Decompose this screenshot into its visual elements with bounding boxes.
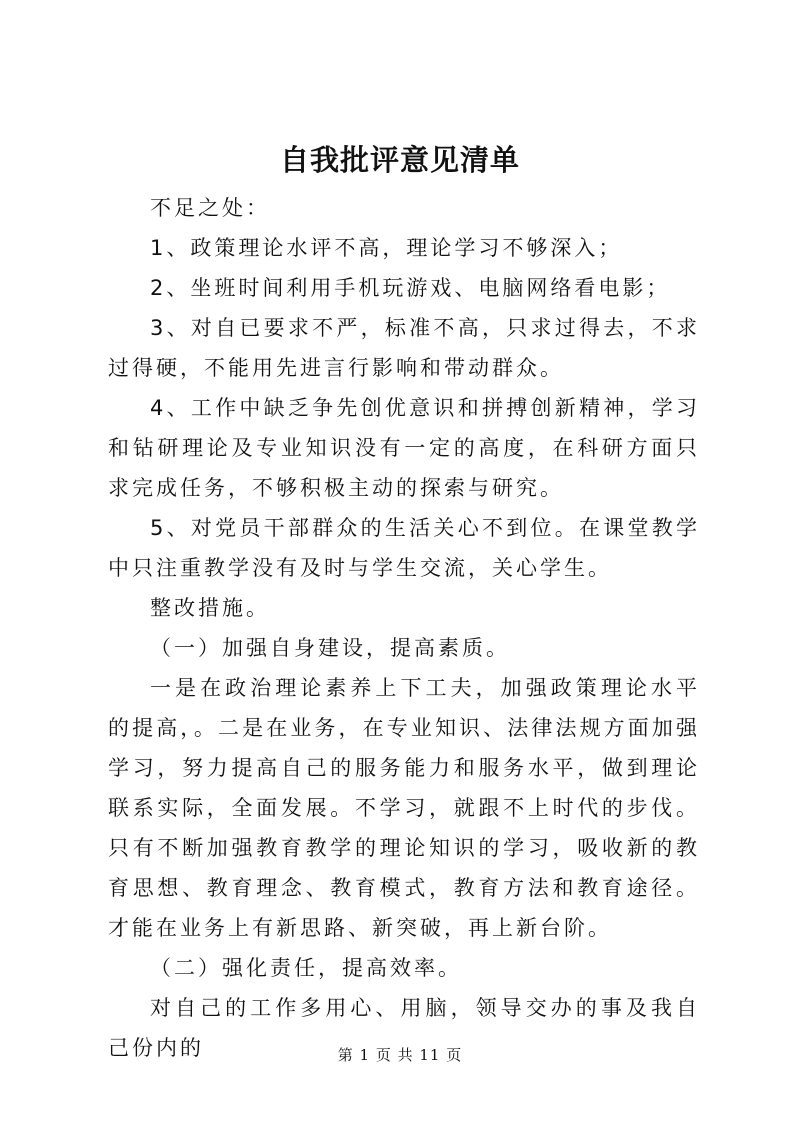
paragraph-shortcomings-heading: 不足之处： (150, 196, 270, 220)
page-footer: 第 1 页 共 11 页 (337, 1046, 463, 1064)
paragraph-section-1-heading: （一）加强自身建设，提高素质。 (150, 636, 510, 660)
paragraph-item-5: 5、对党员干部群众的生活关心不到位。在课堂教学中只注重教学没有及时与学生交流，关心学生。 (108, 516, 700, 580)
paragraph-section-2-heading: （二）强化责任，提高效率。 (150, 956, 462, 980)
paragraph-item-1: 1、政策理论水评不高，理论学习不够深入； (150, 236, 623, 260)
paragraph-item-3: 3、对自已要求不严，标准不高，只求过得去，不求过得硬，不能用先进言行影响和带动群众。 (108, 316, 700, 380)
paragraph-item-2: 2、坐班时间利用手机玩游戏、电脑网络看电影； (150, 276, 671, 300)
paragraph-item-4: 4、工作中缺乏争先创优意识和拼搏创新精神，学习和钻研理论及专业知识没有一定的高度，在科研方面只求完成任务，不够积极主动的探索与研究。 (108, 396, 700, 500)
document-body (108, 188, 700, 1068)
document-title: 自我批评意见清单 (279, 143, 520, 177)
paragraph-measures-heading: 整改措施。 (150, 596, 270, 620)
paragraph-section-1-body: 一是在政治理论素养上下工夫，加强政策理论水平的提高，。二是在业务，在专业知识、法律法规方面加强学习，努力提高自己的服务能力和服务水平，做到理论联系实际，全面发展。不学习，就跟不上时代的步伐。只有不断加强教育教学的理论知识的学习，吸收新的教育思想、教育理念、教育模式，教育方法和教育途径。才能在业务上有新思路、新突破，再上新台阶。 (108, 676, 700, 940)
paragraph-section-2-body: 对自己的工作多用心、用脑，领导交办的事及我自己份内的 (108, 996, 700, 1060)
